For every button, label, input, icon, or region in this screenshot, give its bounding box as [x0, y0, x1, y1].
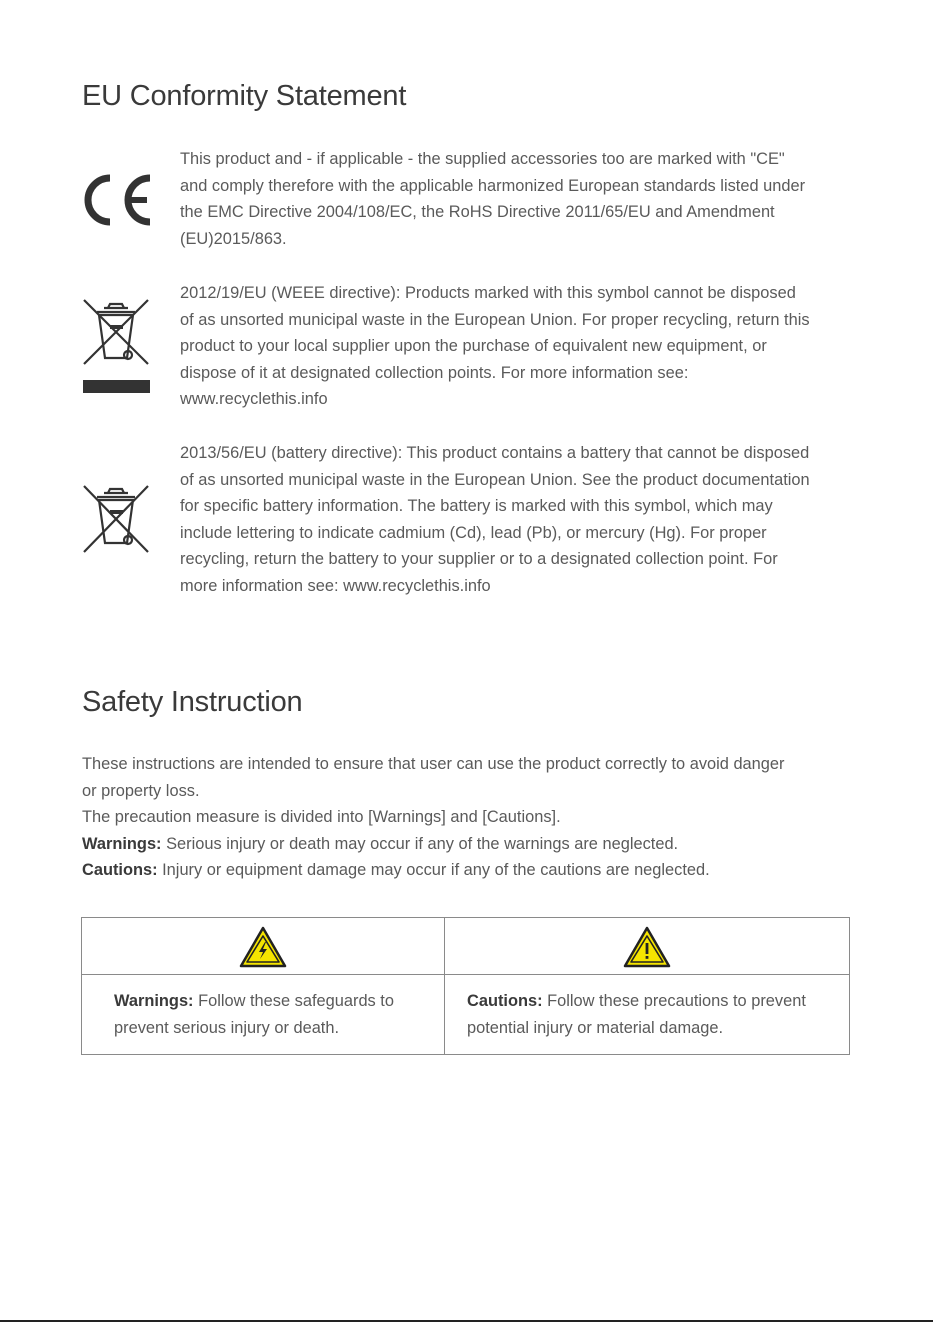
weee-paragraph: [180, 280, 870, 413]
warnings-text: Serious injury or death may occur if any of the warnings are neglected.: [161, 834, 679, 853]
safety-instruction-title: Safety Instruction: [82, 686, 303, 718]
page-bottom-rule: [0, 1320, 933, 1322]
table-divider: [82, 974, 849, 975]
ce-paragraph: [180, 146, 870, 252]
exclamation-caution-icon: [623, 926, 671, 968]
warnings-cell-label: Warnings:: [114, 992, 194, 1010]
cautions-cell-line: [467, 988, 847, 1015]
battery-line: include lettering to indicate cadmium (Cd), lead (Pb), or mercury (Hg). For proper: [180, 523, 767, 542]
ce-line: and comply therefore with the applicable harmonized European standards listed under: [180, 176, 806, 195]
warnings-cell-line: prevent serious injury or death.: [114, 1018, 340, 1037]
warnings-label: Warnings:: [82, 834, 162, 853]
eu-conformity-title: EU Conformity Statement: [82, 80, 407, 112]
battery-line: more information see: www.recyclethis.info: [180, 576, 491, 595]
cautions-cell-label: Cautions:: [467, 992, 543, 1010]
battery-crossed-bin-icon: [80, 485, 152, 555]
battery-line: recycling, return the battery to your supplier or to a designated collection point. For: [180, 550, 778, 569]
warnings-cell-text: Follow these safeguards to: [193, 992, 394, 1010]
battery-line: 2013/56/EU (battery directive): This product contains a battery that cannot be disposed: [180, 444, 810, 462]
cautions-cell: [467, 988, 847, 1041]
weee-line: www.recyclethis.info: [180, 390, 328, 409]
weee-line: 2012/19/EU (WEEE directive): Products marked with this symbol cannot be disposed: [180, 284, 796, 302]
cautions-text: Injury or equipment damage may occur if any of the cautions are neglected.: [157, 861, 710, 880]
warnings-definition: [82, 831, 862, 858]
ce-mark-icon: [80, 172, 154, 228]
cautions-cell-text: Follow these precautions to prevent: [542, 992, 806, 1010]
safety-intro: [82, 751, 862, 884]
intro-line: These instructions are intended to ensure that user can use the product correctly to avoid danger: [82, 755, 785, 773]
electric-hazard-warning-icon: [239, 926, 287, 968]
weee-crossed-bin-icon: [80, 298, 152, 396]
warnings-cell: [114, 988, 434, 1041]
safety-table: [81, 917, 850, 1055]
battery-line: for specific battery information. The battery is marked with this symbol, which may: [180, 497, 773, 516]
ce-line: This product and - if applicable - the supplied accessories too are marked with "CE": [180, 150, 785, 168]
cautions-definition: [82, 857, 862, 884]
warnings-cell-line: [114, 988, 434, 1015]
battery-line: of as unsorted municipal waste in the European Union. See the product documentation: [180, 470, 810, 489]
intro-line: or property loss.: [82, 781, 200, 800]
table-divider: [444, 918, 445, 1054]
weee-line: product to your local supplier upon the purchase of equivalent new equipment, or: [180, 337, 767, 356]
cautions-cell-line: potential injury or material damage.: [467, 1018, 724, 1037]
ce-line: the EMC Directive 2004/108/EC, the RoHS Directive 2011/65/EU and Amendment: [180, 203, 775, 222]
intro-line: The precaution measure is divided into [Warnings] and [Cautions].: [82, 808, 561, 827]
battery-paragraph: [180, 440, 870, 600]
ce-line: (EU)2015/863.: [180, 229, 287, 248]
cautions-label: Cautions:: [82, 861, 158, 880]
weee-line: of as unsorted municipal waste in the European Union. For proper recycling, return this: [180, 310, 810, 329]
weee-line: dispose of it at designated collection points. For more information see:: [180, 363, 689, 382]
